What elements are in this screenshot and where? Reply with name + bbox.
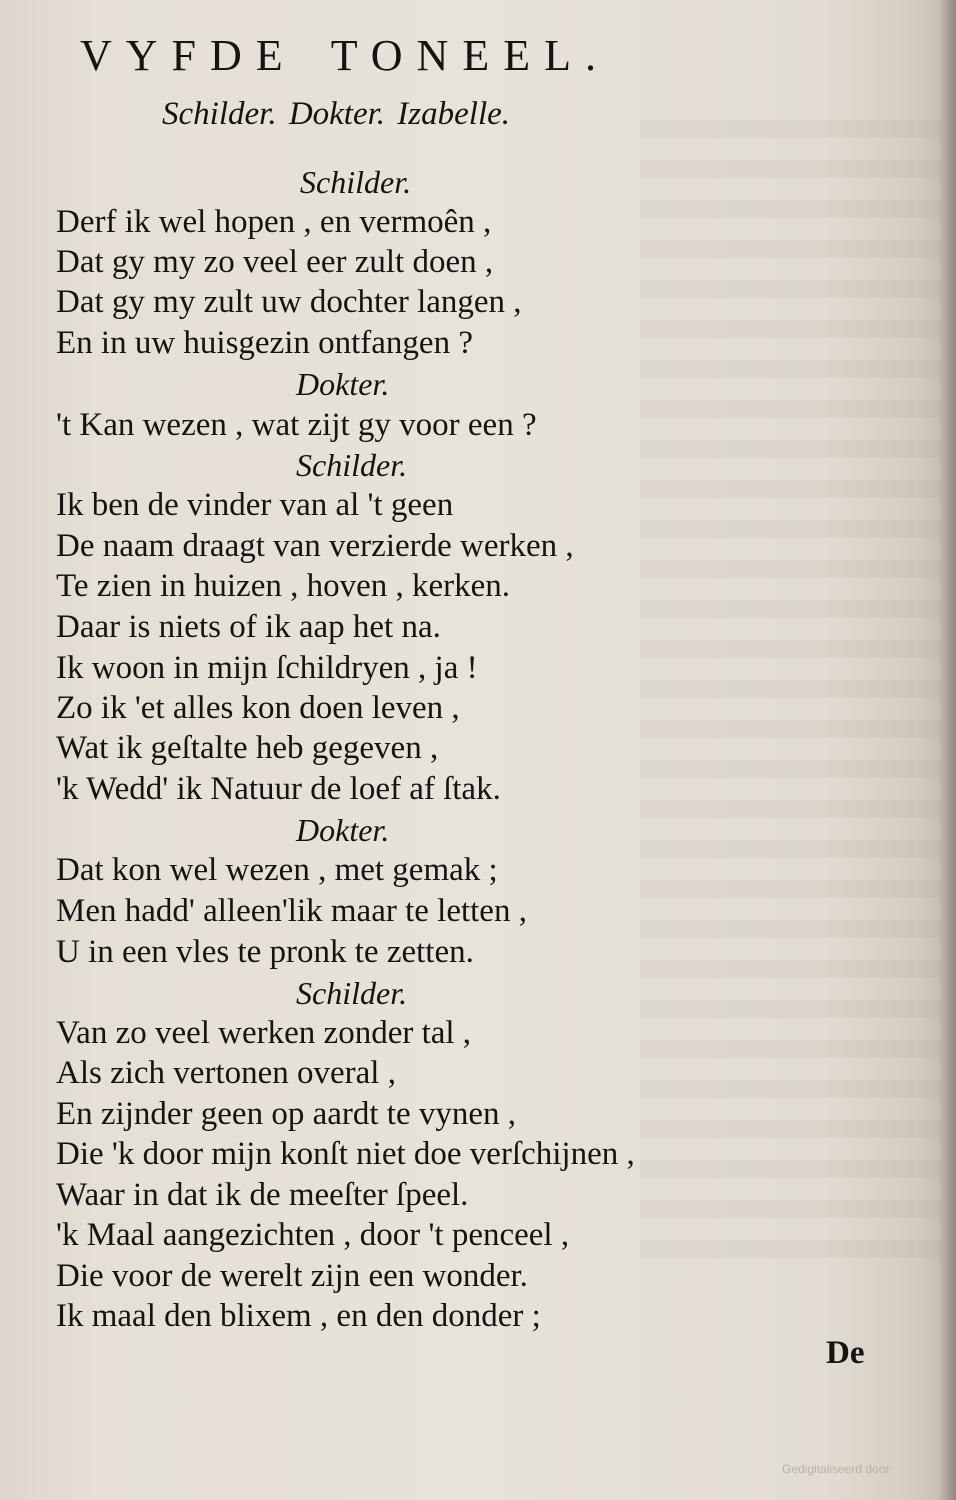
verse-line: Dat gy my zo veel eer zult doen , xyxy=(56,244,494,280)
page-edge-shadow xyxy=(938,0,956,1500)
verse-line: Van zo veel werken zonder tal , xyxy=(56,1015,472,1051)
verse-line: Waar in dat ik de meeſter ſpeel. xyxy=(56,1177,469,1213)
speaker-label: Dokter. xyxy=(296,366,390,402)
speaker-label: Schilder. xyxy=(296,975,408,1011)
verse-line: 't Kan wezen , wat zijt gy voor een ? xyxy=(56,407,537,443)
verse-line: 'k Wedd' ik Natuur de loef af ſtak. xyxy=(56,771,501,807)
verse-line: Als zich vertonen overal , xyxy=(56,1055,396,1091)
scene-heading-word-1: VYFDE xyxy=(80,31,297,80)
digitization-watermark: Gedigitaliseerd door xyxy=(782,1462,890,1476)
verse-line: En in uw huisgezin ontfangen ? xyxy=(56,325,473,361)
catchword: De xyxy=(826,1335,865,1371)
speaker-label: Schilder. xyxy=(296,447,408,483)
speaker-label: Schilder. xyxy=(300,164,412,200)
verse-line: De naam draagt van verzierde werken , xyxy=(56,528,574,564)
verse-line: Derf ik wel hopen , en vermoên , xyxy=(56,204,492,240)
scene-heading xyxy=(80,30,610,82)
verse-line: Daar is niets of ik aap het na. xyxy=(56,609,441,645)
verse-line: Wat ik geſtalte heb gegeven , xyxy=(56,730,439,766)
verse-line: Ik woon in mijn ſchildryen , ja ! xyxy=(56,650,478,686)
verse-line: Die voor de werelt zijn een wonder. xyxy=(56,1258,528,1294)
verse-line: Men hadd' alleen'lik maar te letten , xyxy=(56,893,527,929)
characters-list: Schilder. Dokter. Izabelle. xyxy=(162,96,511,132)
show-through-text xyxy=(640,120,940,1280)
verse-line: Dat gy my zult uw dochter langen , xyxy=(56,284,522,320)
verse-line: Dat kon wel wezen , met gemak ; xyxy=(56,852,498,888)
verse-line: En zijnder geen op aardt te vynen , xyxy=(56,1096,516,1132)
verse-line: Ik maal den blixem , en den donder ; xyxy=(56,1298,541,1334)
verse-line: Die 'k door mijn konſt niet doe verſchijnen , xyxy=(56,1136,635,1172)
scene-heading-word-2: TONEEL. xyxy=(330,31,610,80)
speaker-label: Dokter. xyxy=(296,812,390,848)
verse-line: 'k Maal aangezichten , door 't penceel , xyxy=(56,1217,570,1253)
verse-line: Zo ik 'et alles kon doen leven , xyxy=(56,690,460,726)
verse-line: U in een vles te pronk te zetten. xyxy=(56,934,474,970)
verse-line: Te zien in huizen , hoven , kerken. xyxy=(56,568,511,604)
verse-line: Ik ben de vinder van al 't geen xyxy=(56,487,454,523)
